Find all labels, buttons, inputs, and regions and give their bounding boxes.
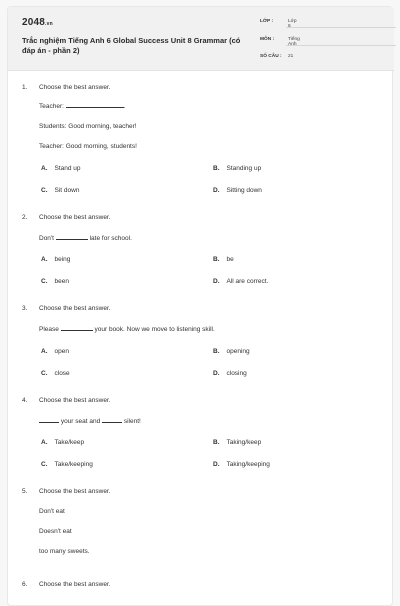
option-text: Taking/keep [226, 439, 262, 446]
question-number: 2. [22, 214, 28, 221]
line-text: your book. Now we move to listening skill. [94, 326, 215, 333]
option-text: be [226, 256, 234, 263]
line-text: silent! [123, 418, 141, 425]
answer-blank [56, 234, 88, 240]
option-letter: D. [213, 461, 220, 468]
option-text: been [54, 278, 69, 285]
question-prompt: Choose the best answer. [39, 305, 111, 312]
question-number: 4. [22, 397, 28, 404]
option-d[interactable] [213, 461, 270, 468]
option-text: Stand up [54, 165, 81, 172]
meta-subject-value: Tiếng Anh [288, 37, 300, 47]
option-letter: B. [213, 165, 220, 172]
option-text: being [54, 256, 71, 263]
option-text: open [54, 348, 69, 355]
divider [286, 45, 396, 46]
answer-blank [102, 417, 122, 423]
question-line: too many sweets. [39, 548, 90, 555]
option-text: Standing up [226, 165, 262, 172]
option-c[interactable] [41, 278, 69, 285]
question-line [39, 417, 141, 425]
question-prompt: Choose the best answer. [39, 397, 111, 404]
meta-class-value: Lớp 6 [288, 19, 297, 29]
option-b[interactable] [213, 348, 250, 355]
option-letter: B. [213, 256, 220, 263]
line-text: your seat and [60, 418, 101, 425]
option-letter: B. [213, 348, 220, 355]
question-number: 5. [22, 488, 28, 495]
option-text: closing [226, 370, 247, 377]
question-number: 6. [22, 581, 28, 588]
question-line: Students: Good morning, teacher! [39, 123, 137, 130]
meta-count-label: SỐ CÂU : [260, 54, 282, 59]
option-d[interactable] [213, 278, 268, 285]
option-letter: A. [41, 256, 48, 263]
option-text: Sitting down [226, 187, 262, 194]
option-b[interactable] [213, 439, 261, 446]
question-line: Teacher: . [39, 103, 126, 110]
divider [286, 27, 396, 28]
option-text: Take/keeping [54, 461, 93, 468]
meta-count-value: 21 [288, 54, 294, 59]
option-letter: C. [41, 278, 48, 285]
question-line [39, 325, 215, 333]
line-text: late for school. [89, 235, 132, 242]
line-text: Teacher: [39, 103, 66, 110]
option-letter: C. [41, 370, 48, 377]
option-d[interactable] [213, 187, 262, 194]
option-letter: D. [213, 278, 220, 285]
question-prompt: Choose the best answer. [39, 84, 111, 91]
option-letter: A. [41, 165, 48, 172]
question-number: 3. [22, 305, 28, 312]
option-letter: A. [41, 348, 48, 355]
option-text: Take/keep [54, 439, 85, 446]
page-title: Trắc nghiệm Tiếng Anh 6 Global Success Unit 8 Grammar (có đáp án - phần 2) [22, 36, 241, 55]
option-text: Taking/keeping [226, 461, 270, 468]
option-text: opening [226, 348, 250, 355]
option-c[interactable] [41, 370, 70, 377]
option-c[interactable] [41, 461, 93, 468]
question-line: Doesn't eat [39, 528, 72, 535]
option-text: Sit down [54, 187, 80, 194]
worksheet [7, 6, 393, 606]
logo-text: 2048 [22, 17, 46, 28]
option-letter: C. [41, 461, 48, 468]
option-d[interactable] [213, 370, 247, 377]
option-b[interactable] [213, 256, 234, 263]
option-a[interactable] [41, 439, 84, 446]
answer-blank [66, 102, 124, 108]
option-letter: D. [213, 370, 220, 377]
question-prompt: Choose the best answer. [39, 488, 111, 495]
option-letter: C. [41, 187, 48, 194]
option-letter: B. [213, 439, 220, 446]
option-text: All are correct. [226, 278, 269, 285]
question-prompt: Choose the best answer. [39, 581, 111, 588]
option-c[interactable] [41, 187, 79, 194]
question-line: Teacher: Good morning, students! [39, 143, 137, 150]
answer-blank [61, 325, 93, 331]
worksheet-header [8, 7, 394, 71]
question-prompt: Choose the best answer. [39, 214, 111, 221]
option-a[interactable] [41, 348, 69, 355]
option-a[interactable] [41, 256, 70, 263]
option-letter: A. [41, 439, 48, 446]
question-line: Don't eat [39, 508, 65, 515]
answer-blank [39, 417, 59, 423]
question-line [39, 234, 132, 242]
option-a[interactable] [41, 165, 81, 172]
site-logo[interactable] [22, 17, 53, 28]
option-text: close [54, 370, 70, 377]
meta-class-label: LỚP : [260, 19, 274, 24]
question-number: 1. [22, 84, 28, 91]
line-text: Please [39, 326, 59, 333]
meta-subject-label: MÔN : [260, 37, 275, 42]
line-text: Don't [39, 235, 54, 242]
option-b[interactable] [213, 165, 261, 172]
option-letter: D. [213, 187, 220, 194]
logo-suffix: .vn [45, 21, 53, 27]
